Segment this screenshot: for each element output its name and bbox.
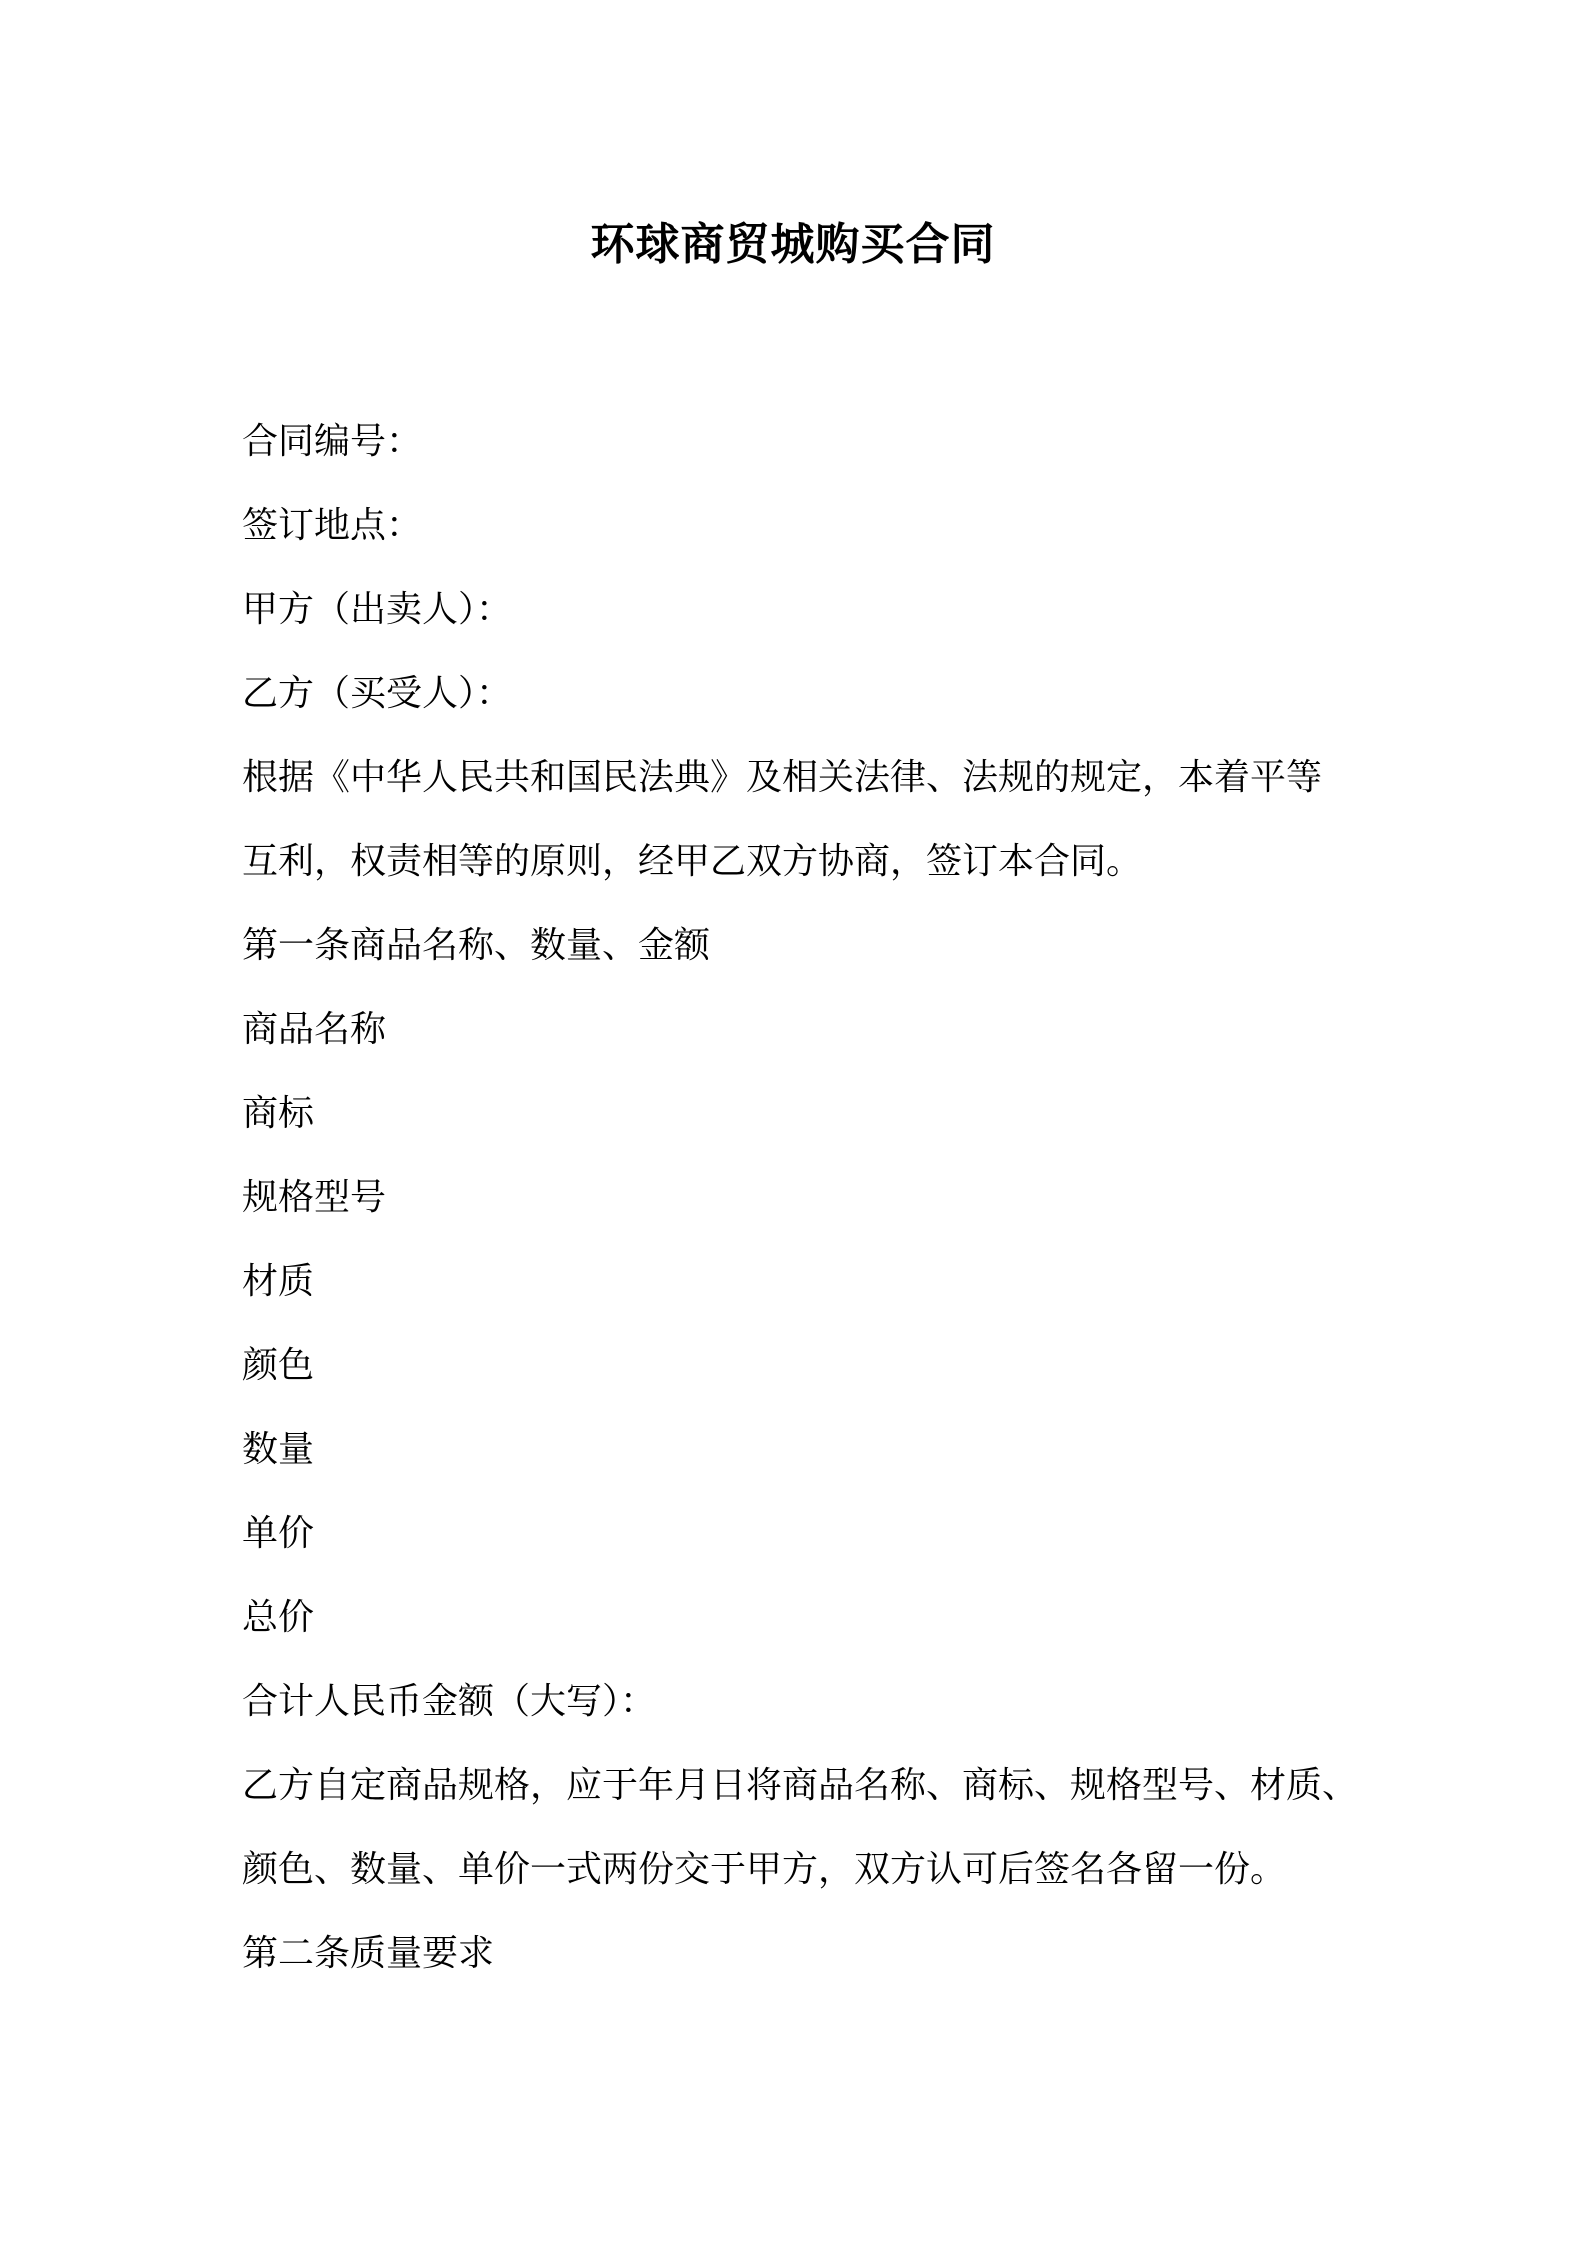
preamble-line-2: 互利，权责相等的原则，经甲乙双方协商，签订本合同。	[242, 841, 1143, 882]
contract-number-line: 合同编号：	[242, 421, 423, 462]
field-trademark: 商标	[242, 1093, 315, 1134]
signing-place-line: 签订地点：	[242, 505, 423, 546]
party-b-line: 乙方（买受人）：	[242, 673, 513, 714]
spec-clause-line-1: 乙方自定商品规格，应于年月日将商品名称、商标、规格型号、材质、	[242, 1765, 1359, 1806]
document-body	[242, 400, 1372, 1996]
field-color: 颜色	[242, 1345, 315, 1386]
article-2-heading: 第二条质量要求	[242, 1933, 495, 1974]
field-model: 规格型号	[242, 1177, 387, 1218]
document-title: 环球商贸城购买合同	[590, 219, 996, 270]
party-a-line: 甲方（出卖人）：	[242, 589, 513, 630]
field-total-amount-rmb: 合计人民币金额（大写）：	[242, 1681, 657, 1722]
preamble-line-1: 根据《中华人民共和国民法典》及相关法律、法规的规定，本着平等	[242, 757, 1323, 798]
spec-clause-line-2: 颜色、数量、单价一式两份交于甲方，双方认可后签名各留一份。	[242, 1849, 1287, 1890]
field-unit-price: 单价	[242, 1513, 315, 1554]
field-product-name: 商品名称	[242, 1009, 387, 1050]
article-1-heading: 第一条商品名称、数量、金额	[242, 925, 711, 966]
field-material: 材质	[242, 1261, 315, 1302]
field-total-price: 总价	[242, 1597, 315, 1638]
field-quantity: 数量	[242, 1429, 315, 1470]
